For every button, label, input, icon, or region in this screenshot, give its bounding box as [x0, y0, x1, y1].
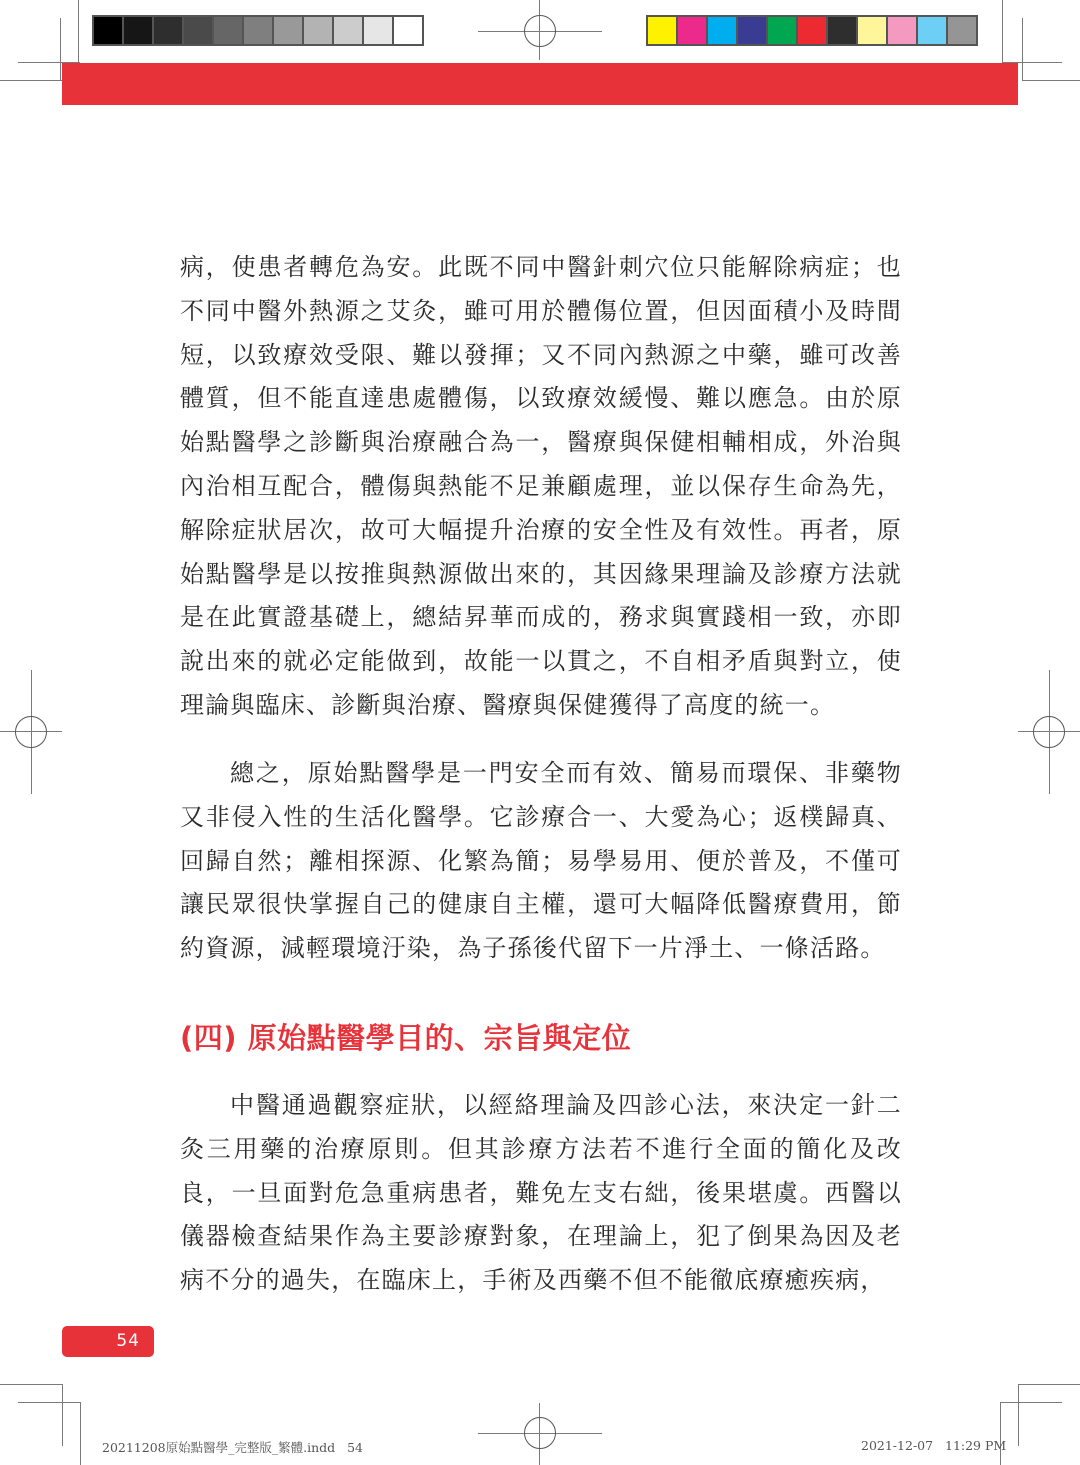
color-swatch — [708, 17, 736, 44]
color-swatch — [828, 17, 856, 44]
color-swatch — [394, 17, 422, 44]
body-text-block-1 — [180, 246, 902, 728]
body-text-block-3 — [180, 1084, 902, 1303]
color-swatch — [274, 17, 302, 44]
body-text-block-2 — [180, 752, 902, 971]
registration-target-icon — [1033, 716, 1065, 748]
color-swatch — [798, 17, 826, 44]
crop-mark — [1018, 1384, 1080, 1385]
paragraph: 總之，原始點醫學是一門安全而有效、簡易而環保、非藥物又非侵入性的生活化醫學。它診療合一、大愛為心；返樸歸真、回歸自然；離相探源、化繁為簡；易學易用、便於普及，不僅可讓民眾很快掌握自己的健康自主權，還可大幅降低醫療費用，節約資源，減輕環境汙染，為子孫後代留下一片淨土、一條活路。 — [180, 759, 902, 963]
crop-mark — [0, 1384, 62, 1385]
color-swatch — [334, 17, 362, 44]
color-swatch — [648, 17, 676, 44]
color-swatch — [244, 17, 272, 44]
crop-mark — [60, 18, 61, 80]
slug-filename: 20211208原始點醫學_完整版_繁體.indd 54 — [102, 1440, 363, 1455]
color-swatch — [948, 17, 976, 44]
page-number: 54 — [62, 1326, 154, 1357]
color-swatch — [918, 17, 946, 44]
crop-mark — [62, 1384, 63, 1446]
crop-mark — [1018, 1384, 1019, 1446]
crop-mark — [0, 80, 62, 81]
cmyk-color-bar — [646, 15, 978, 46]
color-swatch — [214, 17, 242, 44]
crop-mark — [18, 1402, 80, 1403]
header-band — [62, 63, 1018, 105]
color-swatch — [304, 17, 332, 44]
section-heading: (四) 原始點醫學目的、宗旨與定位 — [180, 1021, 632, 1055]
color-swatch — [124, 17, 152, 44]
slug-timestamp: 2021-12-07 11:29 PM — [861, 1438, 1007, 1453]
color-swatch — [154, 17, 182, 44]
color-swatch — [858, 17, 886, 44]
color-swatch — [738, 17, 766, 44]
crop-mark — [78, 0, 79, 62]
registration-target-icon — [524, 1417, 556, 1449]
paragraph: 病，使患者轉危為安。此既不同中醫針刺穴位只能解除病症；也不同中醫外熱源之艾灸，雖可用於體傷位置，但因面積小及時間短，以致療效受限、難以發揮；又不同內熱源之中藥，雖可改善體質，但不能直達患處體傷，以致療效緩慢、難以應急。由於原始點醫學之診斷與治療融合為一，醫療與保健相輔相成，外治與內治相互配合，體傷與熱能不足兼顧處理，並以保存生命為先，解除症狀居次，故可大幅提升治療的安全性及有效性。再者，原始點醫學是以按推與熱源做出來的，其因緣果理論及診療方法就是在此實證基礎上，總結昇華而成的，務求與實踐相一致，亦即說出來的就必定能做到，故能一以貫之，不自相矛盾與對立，使理論與臨床、診斷與治療、醫療與保健獲得了高度的統一。 — [180, 253, 902, 719]
crop-mark — [80, 1402, 81, 1465]
color-swatch — [94, 17, 122, 44]
color-swatch — [678, 17, 706, 44]
registration-target-icon — [15, 716, 47, 748]
crop-mark — [1000, 1402, 1062, 1403]
color-swatch — [888, 17, 916, 44]
grayscale-color-bar — [92, 15, 424, 46]
color-swatch — [184, 17, 212, 44]
color-swatch — [768, 17, 796, 44]
crop-mark — [1022, 80, 1080, 81]
crop-mark — [1002, 0, 1003, 62]
crop-mark — [1022, 18, 1023, 80]
color-swatch — [364, 17, 392, 44]
paragraph: 中醫通過觀察症狀，以經絡理論及四診心法，來決定一針二灸三用藥的治療原則。但其診療方法若不進行全面的簡化及改良，一旦面對危急重病患者，難免左支右絀，後果堪虞。西醫以儀器檢查結果作為主要診療對象，在理論上，犯了倒果為因及老病不分的過失，在臨床上，手術及西藥不但不能徹底療癒疾病， — [180, 1091, 902, 1295]
crop-mark — [1000, 1402, 1001, 1465]
registration-target-icon — [524, 15, 556, 47]
